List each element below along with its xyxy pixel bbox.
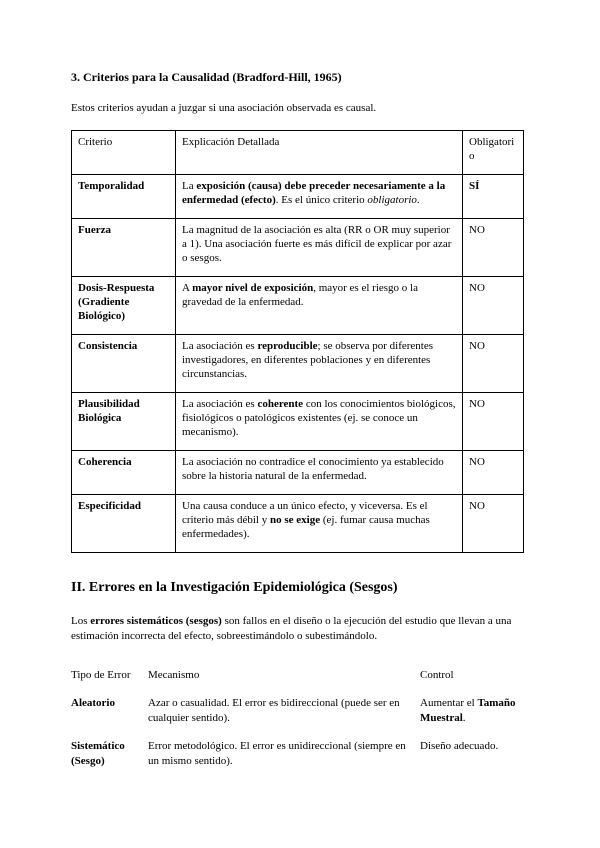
criteria-header-row xyxy=(72,131,524,175)
control-cell: Aumentar el Tamaño Muestral. xyxy=(420,697,516,724)
table-row xyxy=(72,393,524,451)
obligatorio-cell: NO xyxy=(463,219,524,277)
table-row xyxy=(72,277,524,335)
section2-intro: Los errores sistemáticos (sesgos) son fallos en el diseño o la ejecución del estudio que llevan a una estimación incorrecta del efecto, sobreestimándolo o subestimándolo. xyxy=(71,615,512,642)
obligatorio-cell: NO xyxy=(463,451,524,495)
control-cell: Diseño adecuado. xyxy=(420,740,499,752)
obligatorio-cell: SÍ xyxy=(463,175,524,219)
table-row xyxy=(72,451,524,495)
table-row xyxy=(72,335,524,393)
criterio-cell: Dosis-Respuesta (Gradiente Biológico) xyxy=(72,277,176,335)
criterio-cell: Fuerza xyxy=(72,219,176,277)
mecanismo-cell: Error metodológico. El error es unidireccional (siempre en un mismo sentido). xyxy=(148,740,406,767)
explicacion-cell: La asociación es coherente con los conocimientos biológicos, fisiológicos o patológicos existentes (ej. se conoce un mecanismo). xyxy=(176,393,463,451)
section1-intro: Estos criterios ayudan a juzgar si una asociación observada es causal. xyxy=(71,102,377,114)
mecanismo-cell: Azar o casualidad. El error es bidireccional (puede ser en cualquier sentido). xyxy=(148,697,400,724)
explicacion-cell: La asociación no contradice el conocimiento ya establecido sobre la historia natural de la enfermedad. xyxy=(176,451,463,495)
table-row xyxy=(72,175,524,219)
table-row xyxy=(72,495,524,553)
section1-title: 3. Criterios para la Causalidad (Bradford-Hill, 1965) xyxy=(71,70,342,84)
header-mecanismo: Mecanismo xyxy=(148,669,200,681)
criteria-table xyxy=(71,130,524,553)
tipo-cell: Sistemático (Sesgo) xyxy=(71,740,125,767)
header-tipo-de-error: Tipo de Error xyxy=(71,669,131,681)
obligatorio-cell: NO xyxy=(463,393,524,451)
explicacion-cell: La asociación es reproducible; se observa por diferentes investigadores, en diferentes poblaciones y en diferentes circunstancias. xyxy=(176,335,463,393)
criterio-cell: Coherencia xyxy=(72,451,176,495)
explicacion-cell: A mayor nivel de exposición, mayor es el riesgo o la gravedad de la enfermedad. xyxy=(176,277,463,335)
tipo-cell: Aleatorio xyxy=(71,697,115,709)
explicacion-cell: La exposición (causa) debe preceder necesariamente a la enfermedad (efecto). Es el único criterio obligatorio. xyxy=(176,175,463,219)
section2-title: II. Errores en la Investigación Epidemiológica (Sesgos) xyxy=(71,580,398,595)
errors-header-row xyxy=(71,668,523,696)
criterio-cell: Plausibilidad Biológica xyxy=(72,393,176,451)
obligatorio-cell: NO xyxy=(463,335,524,393)
header-criterio: Criterio xyxy=(72,131,176,175)
explicacion-cell: Una causa conduce a un único efecto, y viceversa. Es el criterio más débil y no se exige (ej. fumar causa muchas enfermedades). xyxy=(176,495,463,553)
obligatorio-cell: NO xyxy=(463,495,524,553)
criterio-cell: Especificidad xyxy=(72,495,176,553)
obligatorio-cell: NO xyxy=(463,277,524,335)
errors-table xyxy=(71,668,523,782)
header-explicacion: Explicación Detallada xyxy=(176,131,463,175)
table-row xyxy=(71,739,523,782)
table-row xyxy=(71,696,523,739)
criterio-cell: Consistencia xyxy=(72,335,176,393)
table-row xyxy=(72,219,524,277)
header-control: Control xyxy=(420,669,454,681)
criterio-cell: Temporalidad xyxy=(72,175,176,219)
explicacion-cell: La magnitud de la asociación es alta (RR o OR muy superior a 1). Una asociación fuerte es más difícil de explicar por azar o sesgos. xyxy=(176,219,463,277)
header-obligatorio: Obligatorio xyxy=(463,131,524,175)
